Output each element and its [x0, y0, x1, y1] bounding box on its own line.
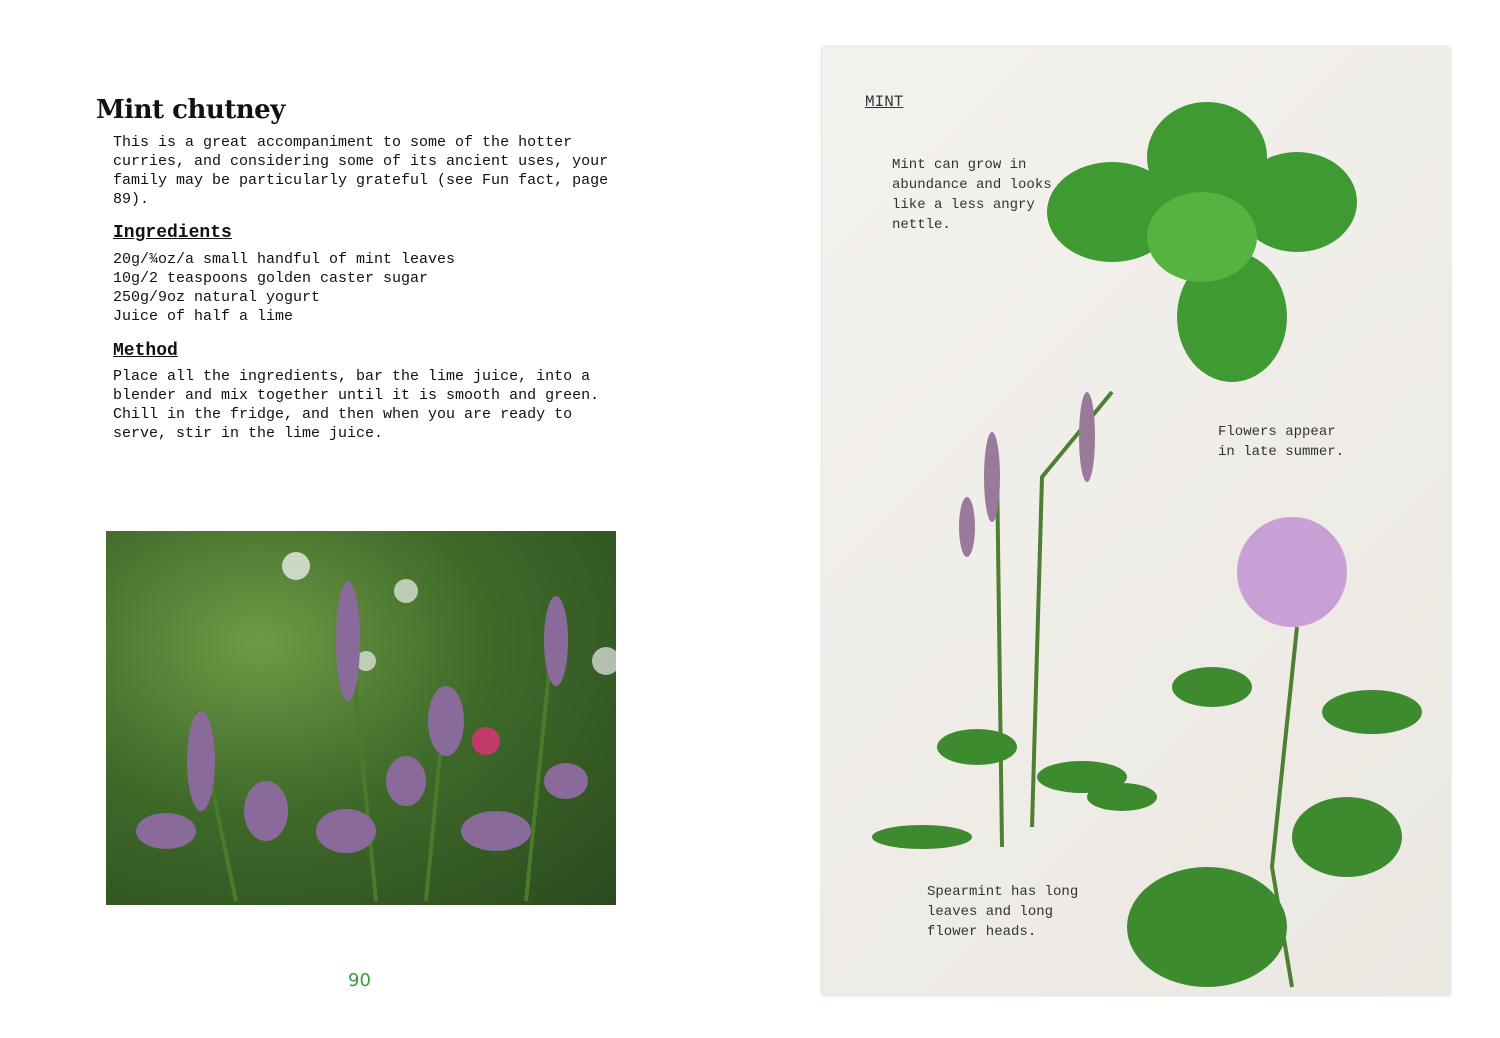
- ingredient-item: 10g/2 teaspoons golden caster sugar: [113, 270, 429, 287]
- ingredient-item: 250g/9oz natural yogurt: [113, 289, 321, 306]
- method-heading: Method: [113, 341, 178, 361]
- page-number: 90: [348, 970, 371, 991]
- mint-flower-head: [1237, 517, 1347, 627]
- recipe-intro: This is a great accompaniment to some of the hotter curries, and considering some of its ancient uses, your family may be particularly grateful (see Fun fact, page 89).: [113, 134, 609, 208]
- mint-info-card: [822, 47, 1450, 995]
- caption-flowers: Flowers appear in late summer.: [1218, 424, 1345, 460]
- ingredient-item: 20g/¾oz/a small handful of mint leaves: [113, 251, 456, 268]
- ingredients-list: [113, 250, 455, 326]
- method-text: Place all the ingredients, bar the lime juice, into a blender and mix together until it is smooth and green. Chill in the fridge, and then when you are ready to serve, stir in the lime juice.: [113, 368, 600, 442]
- ingredients-heading: Ingredients: [113, 223, 232, 243]
- mint-flowers-photo: [106, 531, 616, 905]
- caption-spearmint: Spearmint has long leaves and long flower heads.: [927, 884, 1079, 940]
- mint-flowers-illustration: [106, 531, 616, 905]
- ingredient-item: Juice of half a lime: [113, 308, 294, 325]
- recipe-title: Mint chutney: [96, 95, 285, 125]
- card-title: MINT: [865, 93, 904, 111]
- caption-leaves: Mint can grow in abundance and looks like a less angry nettle.: [892, 157, 1052, 233]
- mint-leaf-cluster: [1047, 102, 1357, 382]
